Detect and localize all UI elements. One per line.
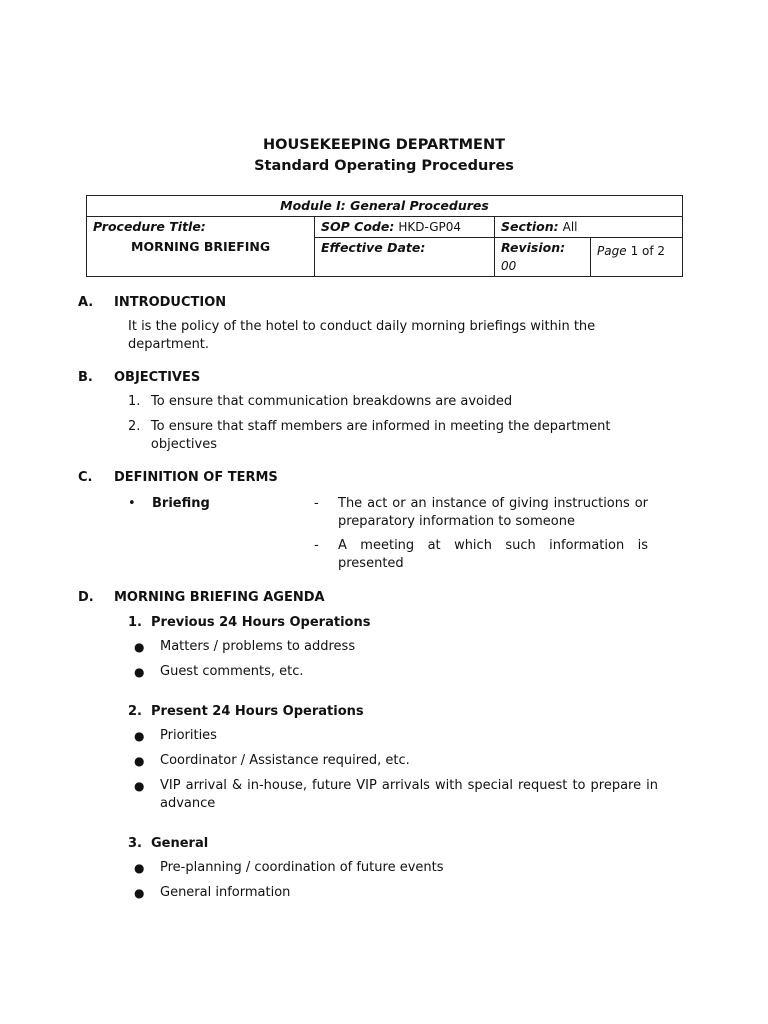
section-label: Section: — [501, 219, 559, 234]
agenda-bullets — [134, 638, 678, 681]
section-letter: D. — [78, 590, 94, 605]
list-item — [134, 884, 678, 902]
sop-code-cell — [315, 217, 495, 238]
definition-term — [128, 495, 314, 579]
definition-row — [78, 495, 678, 579]
section-cell — [495, 217, 683, 238]
page-cell — [591, 238, 683, 277]
module-cell: Module I: General Procedures — [87, 196, 683, 217]
section-heading — [78, 469, 678, 487]
section-letter: A. — [78, 295, 94, 310]
agenda-group-heading — [128, 614, 678, 632]
list-item — [134, 777, 678, 813]
section-agenda — [78, 589, 678, 909]
term-text: Briefing — [152, 496, 210, 511]
group-number: 1. — [128, 615, 142, 630]
effective-date-cell — [315, 238, 495, 277]
list-item — [314, 537, 678, 573]
list-item — [134, 638, 678, 656]
section-heading — [78, 294, 678, 312]
item-number: 2. — [128, 419, 141, 434]
definition-list — [314, 495, 678, 579]
item-text: VIP arrival & in-house, future VIP arrivals with special request to prepare in advance — [160, 778, 658, 811]
group-title: Present 24 Hours Operations — [151, 704, 364, 719]
item-text: To ensure that staff members are informed in meeting the department objectives — [150, 419, 611, 452]
section-definitions — [78, 469, 678, 579]
agenda-group-heading — [128, 703, 678, 721]
department-title: HOUSEKEEPING DEPARTMENT — [263, 137, 505, 153]
procedure-title-cell — [87, 217, 315, 277]
section-heading — [78, 369, 678, 387]
item-text: Pre-planning / coordination of future events — [160, 860, 444, 875]
bullet-icon: ● — [134, 754, 145, 768]
objectives-list — [128, 393, 678, 454]
dash-icon: - — [314, 496, 319, 511]
section-value: All — [562, 220, 578, 234]
sop-code-label: SOP Code: — [321, 219, 395, 234]
revision-cell — [495, 238, 591, 277]
dash-icon: - — [314, 538, 319, 553]
definition-text: A meeting at which such information is presented — [338, 538, 648, 571]
item-text: To ensure that communication breakdowns are avoided — [151, 394, 513, 409]
list-item — [134, 859, 678, 877]
revision-label: Revision: — [501, 240, 566, 255]
group-number: 3. — [128, 836, 142, 851]
group-number: 2. — [128, 704, 142, 719]
group-title: General — [151, 836, 209, 851]
procedure-title-value: MORNING BRIEFING — [131, 239, 271, 254]
list-item — [134, 663, 678, 681]
item-text: Coordinator / Assistance required, etc. — [160, 753, 410, 768]
section-title: INTRODUCTION — [114, 295, 227, 310]
page-label: Page — [597, 244, 627, 258]
list-item — [314, 495, 678, 531]
section-title: MORNING BRIEFING AGENDA — [114, 590, 325, 605]
section-title: DEFINITION OF TERMS — [114, 470, 278, 485]
agenda-bullets — [134, 727, 678, 813]
item-text: Matters / problems to address — [160, 639, 356, 654]
bullet-icon: ● — [134, 665, 145, 679]
procedure-title-label: Procedure Title: — [93, 219, 206, 234]
document-subtitle: Standard Operating Procedures — [254, 158, 514, 174]
item-text: Guest comments, etc. — [160, 664, 304, 679]
section-letter: C. — [78, 470, 93, 485]
definition-text: The act or an instance of giving instructions or preparatory information to someone — [338, 496, 648, 529]
bullet-icon: ● — [134, 886, 145, 900]
section-introduction — [78, 294, 678, 354]
bullet-icon: ● — [134, 640, 145, 654]
item-text: Priorities — [160, 728, 217, 743]
sop-code-value: HKD-GP04 — [398, 220, 462, 234]
agenda-group-heading — [128, 835, 678, 853]
group-title: Previous 24 Hours Operations — [151, 615, 371, 630]
section-objectives — [78, 369, 678, 461]
bullet-icon: ● — [134, 861, 145, 875]
effective-date-label: Effective Date: — [321, 240, 426, 255]
item-number: 1. — [128, 394, 141, 409]
section-title: OBJECTIVES — [114, 370, 201, 385]
bullet-icon: • — [128, 496, 136, 511]
list-item — [134, 752, 678, 770]
item-text: General information — [160, 885, 291, 900]
list-item — [134, 727, 678, 745]
list-item — [128, 418, 678, 454]
list-item — [128, 393, 678, 411]
document-title — [0, 135, 768, 177]
section-letter: B. — [78, 370, 93, 385]
section-heading — [78, 589, 678, 607]
bullet-icon: ● — [134, 729, 145, 743]
revision-value: 00 — [501, 259, 517, 273]
introduction-text: It is the policy of the hotel to conduct daily morning briefings within the department. — [128, 319, 596, 352]
bullet-icon: ● — [134, 779, 145, 793]
sop-header-table — [86, 195, 683, 277]
agenda-bullets — [134, 859, 678, 902]
page-value: 1 of 2 — [630, 244, 666, 258]
